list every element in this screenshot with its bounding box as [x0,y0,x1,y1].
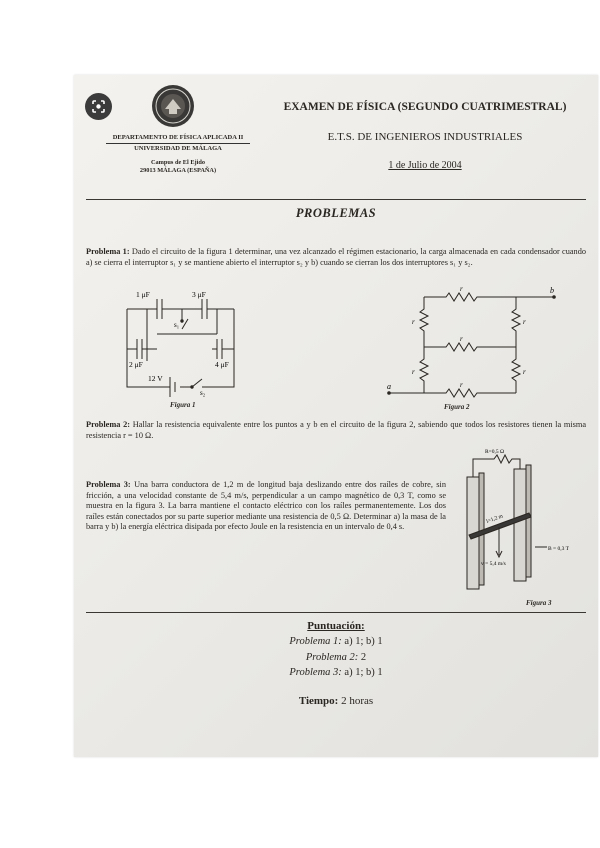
exam-date: 1 de Julio de 2004 [388,160,462,171]
fig1-battery-label: 12 V [148,374,163,383]
fig2-r-top: r [460,287,463,293]
fig1-s2-label: s₂ [200,389,206,397]
problem-3-label: Problema 3: [86,480,131,489]
fig2-point-a: a [387,382,391,391]
scoring-p1-label: Problema 1: [289,636,342,647]
fig1-c4-label: 4 μF [215,360,229,369]
department-name: DEPARTAMENTO DE FÍSICA APLICADA II [112,134,244,141]
scoring-p2-label: Problema 2: [305,652,359,663]
problem-1 [86,247,586,268]
exam-time [74,695,598,707]
address-block [88,159,268,174]
scoring-p3-value: a) 1; b) 1 [344,667,383,678]
figure-1-caption: Figura 1 [170,401,196,409]
fig3-length-label: l=1,2 m [485,513,504,525]
figure-3-caption: Figura 3 [526,599,552,607]
fig2-r-right-bottom: r [523,368,526,376]
footer-divider [86,612,586,613]
problem-2-label: Problema 2: [86,420,131,429]
scoring-problem-1 [74,636,598,647]
campus-name: Campus de El Ejido [150,159,206,166]
university-name: UNIVERSIDAD DE MÁLAGA [106,143,250,153]
fig1-s1-label: s₁ [174,321,180,329]
scoring-problem-3 [74,667,598,678]
problem-3 [86,480,446,533]
fig2-point-b: b [550,287,554,295]
scoring-problem-2 [74,652,598,663]
fig2-r-middle: r [460,335,463,343]
scoring-p3-label: Problema 3: [289,667,342,678]
header-divider [86,199,586,200]
section-title: PROBLEMAS [295,206,377,220]
time-label: Tiempo: [298,695,339,707]
problem-2 [86,420,586,441]
exam-sheet [74,75,598,757]
fig3-velocity-label: v = 5,4 m/s [481,561,506,567]
fig2-r-bottom: r [460,381,463,389]
scoring-title: Puntuación: [307,620,365,632]
problem-1-text: Dado el circuito de la figura 1 determinar, una vez alcanzado el régimen estacionario, la carga almacenada en cada condensador cuando a) se cierra el interruptor s₁ y se mantiene abierto el interruptor s₂ y b) cuando se cierran los dos interruptores s₁ y s₂. [86,247,586,267]
fig2-r-left-top: r [412,318,415,326]
figure-2-circuit [384,287,559,402]
fig3-resistor-label: R=0,5 Ω [485,449,505,455]
exam-title: EXAMEN DE FÍSICA (SEGUNDO CUATRIMESTRAL) [283,101,567,113]
figure-1-circuit [122,289,242,399]
problem-3-text: Una barra conductora de 1,2 m de longitud baja deslizando entre dos raíles de cobre, sin fricción, a una velocidad constante de 5,4 m/s, perpendicular a un campo magnético de 0,3 T, como se muestra en la figura 3. La barra mantiene el contacto eléctrico con los raíles permanentemente. Los dos raíles están conectados por su parte superior mediante una resistencia de 0,5 Ω. Determinar a) la masa de la barra y b) la energía eléctrica disipada por efecto Joule en la resistencia en un intervalo de 0,4 s. [86,480,446,531]
city-name: 29013 MÁLAGA (ESPAÑA) [139,166,217,174]
figure-3-rails [459,447,584,597]
scoring-p1-value: a) 1; b) 1 [344,636,383,647]
scoring-p2-value: 2 [360,652,367,663]
fig2-r-right-top: r [523,318,526,326]
fig2-r-left-bottom: r [412,368,415,376]
department-block [88,134,268,152]
university-seal-logo [150,83,196,129]
school-name: E.T.S. DE INGENIEROS INDUSTRIALES [327,131,523,143]
problem-1-label: Problema 1: [86,247,130,256]
google-lens-icon[interactable] [85,93,112,120]
lens-glyph-icon [91,99,106,114]
fig1-c1-label: 1 μF [136,290,150,299]
fig1-c2-label: 3 μF [192,290,206,299]
time-value: 2 horas [341,695,374,707]
fig3-field-label: B = 0,3 T [548,546,570,552]
fig1-c3-label: 2 μF [129,360,143,369]
problem-2-text: Hallar la resistencia equivalente entre los puntos a y b en el circuito de la figura 2, sabiendo que todos los resistores tienen la misma resistencia r = 10 Ω. [86,420,586,440]
figure-2-caption: Figura 2 [444,403,470,411]
